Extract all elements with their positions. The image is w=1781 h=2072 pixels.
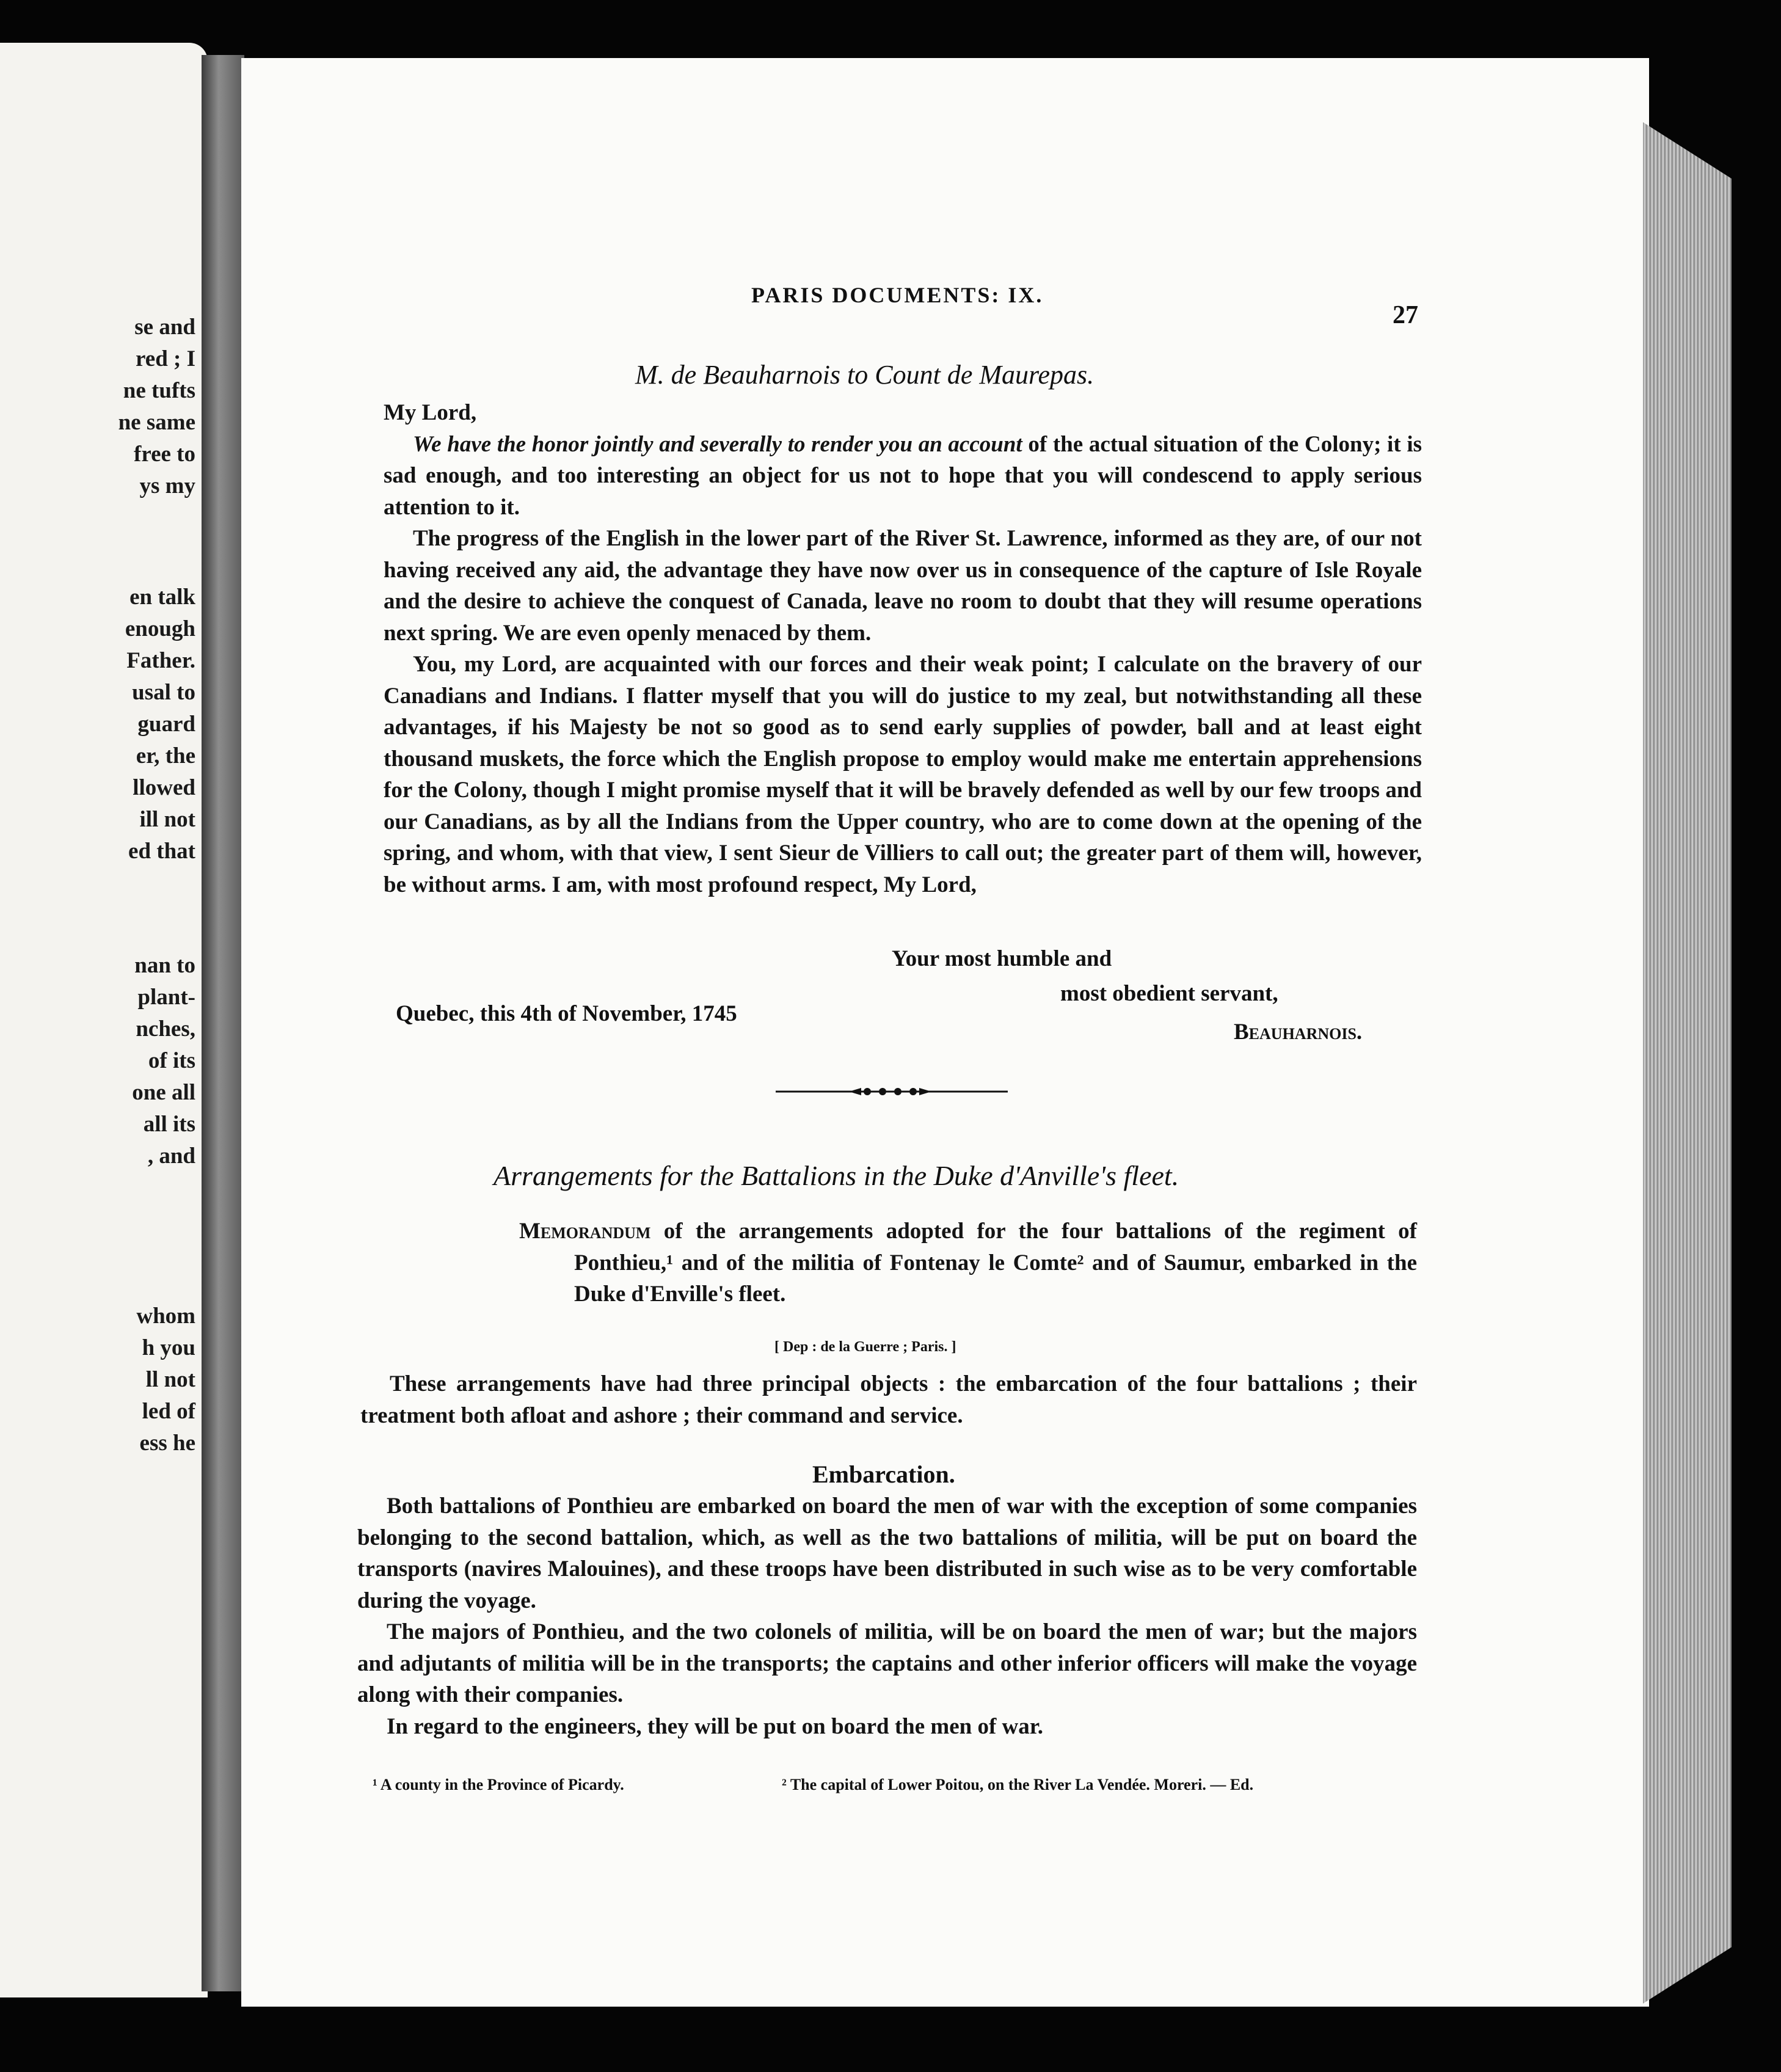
facing-page-line: nches, (136, 1016, 195, 1041)
letter-title: M. de Beauharnois to Count de Maurepas. (635, 360, 1094, 390)
facing-page-line: ll not (145, 1367, 195, 1392)
letter-paragraph-3: You, my Lord, are acquainted with our forces and their weak point; I calculate on the bravery of our Canadians and Indians. I flatter myself that you will do justice to my zeal, but notwithstanding all these advantages, if his Majesty be not so good as to send early supplies of powder, ball and at least eight thousand muskets, the force which the English propose to employ would make me entertain apprehensions for the Colony, though I might promise myself that it will be bravely defended as well by our few troops and our Canadians, as by all the Indians from the Upper country, who are to come down at the opening of the spring, and whom, with that view, I sent Sieur de Villiers to call out; the greater part of them will, however, be without arms. I am, with most profound respect, My Lord, (384, 652, 1422, 897)
footnote-1: ¹ A county in the Province of Picardy. (373, 1776, 624, 1793)
italic-phrase: We have the honor jointly and severally to render you an account (413, 431, 1022, 457)
closing-line-1: Your most humble and (892, 946, 1112, 971)
facing-page-line: all its (143, 1112, 195, 1137)
facing-page-group (118, 950, 195, 1172)
facing-page-line: plant- (137, 985, 195, 1010)
facing-page-line: enough (125, 616, 195, 641)
facing-page-line: red ; I (136, 346, 195, 371)
signature: Beauharnois. (1234, 1020, 1363, 1045)
memorandum-title: Arrangements for the Battalions in the Duke d'Anville's fleet. (494, 1160, 1179, 1191)
facing-page-line: ess he (139, 1431, 195, 1456)
date-line: Quebec, this 4th of November, 1745 (396, 1001, 737, 1026)
facing-page-line: se and (134, 315, 195, 340)
running-title: PARIS DOCUMENTS: IX. (751, 283, 1044, 307)
facing-page-line: nan to (134, 953, 195, 978)
memorandum-paragraph-3: The majors of Ponthieu, and the two colonels of militia, will be on board the men of war; but the majors and adjutants of militia will be in the transports; the captains and other inferior officers will make the voyage along with their companies. (357, 1619, 1417, 1707)
facing-page-text (118, 312, 195, 1459)
facing-page-line: ed that (128, 839, 195, 864)
facing-page-line: one all (132, 1080, 195, 1105)
closing-line-2: most obedient servant, (1060, 981, 1278, 1006)
page-number: 27 (1393, 301, 1418, 329)
facing-page-line: of its (148, 1048, 195, 1073)
facing-page-line: whom (136, 1304, 195, 1329)
facing-page-line: free to (134, 442, 195, 467)
source-note: [ Dep : de la Guerre ; Paris. ] (774, 1339, 956, 1355)
facing-page-line: led of (142, 1399, 195, 1424)
section-title: Embarcation. (812, 1461, 955, 1488)
memorandum-body (357, 1490, 1417, 1742)
facing-page-line: , and (147, 1144, 195, 1169)
memorandum-paragraph-2: Both battalions of Ponthieu are embarked on board the men of war with the exception of some companies belonging to the second battalion, which, as well as the two battalions of militia, will be put on board the transports (navires Malouines), and these troops have been distributed in such wise as to be very comfortable during the voyage. (357, 1494, 1417, 1613)
memorandum-paragraph-1: These arrangements have had three principal objects : the embarcation of the four battalions ; their treatment both afloat and ashore ; their command and service. (360, 1371, 1417, 1428)
facing-page-line: guard (137, 712, 195, 737)
facing-page-line: ne same (118, 410, 195, 435)
letter-paragraph-2: The progress of the English in the lower part of the River St. Lawrence, informed as they are, of our not having received any aid, the advantage they have now over us in consequence of the capture of Isle Royale and the desire to achieve the conquest of Canada, leave no room to doubt that they will resume operations next spring. We are even openly menaced by them. (384, 526, 1422, 646)
facing-page-line: ys my (139, 473, 195, 498)
memorandum-paragraph-4: In regard to the engineers, they will be put on board the men of war. (387, 1713, 1044, 1739)
memorandum-lead-word: Memorandum (519, 1219, 651, 1244)
letter-paragraph-1: We have the honor jointly and severally to render you an account of the actual situation of the Colony; it is sad enough, and too interesting an object for us not to hope that you will condescend to apply serious attention to it. (384, 431, 1422, 520)
facing-page-line: ne tufts (123, 378, 195, 403)
facing-page (0, 43, 208, 1997)
facing-page-group (118, 312, 195, 502)
facing-page-line: usal to (132, 680, 195, 705)
page-edges (1643, 122, 1732, 2004)
letter-body (384, 397, 1422, 900)
facing-page-line: ill not (139, 807, 195, 832)
salutation: My Lord, (384, 400, 477, 425)
facing-page-line: h you (142, 1335, 195, 1360)
facing-page-line: Father. (126, 648, 195, 673)
facing-page-line: llowed (133, 775, 195, 800)
facing-page-group (118, 582, 195, 867)
ornament-divider (776, 1082, 1008, 1101)
footnote-2: ² The capital of Lower Poitou, on the River La Vendée. Moreri. — Ed. (782, 1776, 1254, 1793)
memorandum-intro: Memorandum of the arrangements adopted for the four battalions of the regiment of Ponthieu,¹ and of the militia of Fontenay le Comte² and of Saumur, embarked in the Duke d'Enville's fleet. (519, 1219, 1417, 1307)
book-gutter (202, 55, 244, 1991)
facing-page-group (118, 1300, 195, 1459)
facing-page-line: en talk (129, 585, 195, 610)
facing-page-line: er, the (136, 743, 195, 768)
